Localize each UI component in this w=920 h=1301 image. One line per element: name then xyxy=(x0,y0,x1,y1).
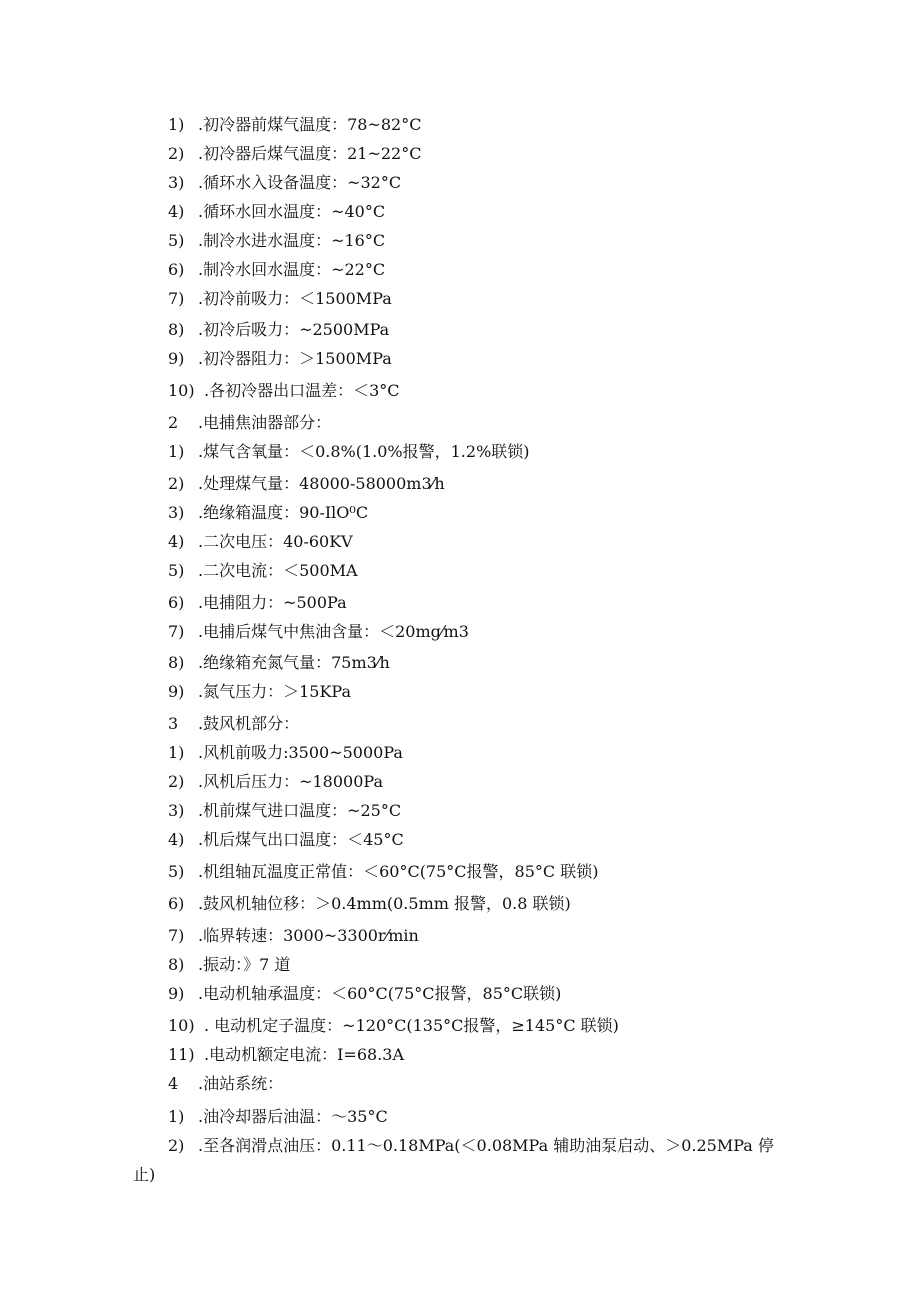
item-number: 9) xyxy=(168,984,185,1003)
list-item xyxy=(168,926,419,946)
list-item xyxy=(168,862,598,882)
item-number: 6) xyxy=(168,260,185,279)
section-title: .油站系统： xyxy=(198,1074,284,1093)
list-item xyxy=(168,1045,404,1065)
item-text: .制冷水回水温度：~22°C xyxy=(198,260,386,279)
item-text: .循环水入设备温度：~32°C xyxy=(198,173,402,192)
item-number: 7) xyxy=(168,622,185,641)
section-number: 2 xyxy=(168,413,179,432)
item-text: .风机后压力：~18000Pa xyxy=(198,772,383,791)
item-number: 5) xyxy=(168,231,185,250)
item-text: .电动机额定电流：I=68.3A xyxy=(204,1045,404,1064)
list-item xyxy=(168,830,404,850)
item-text: .机后煤气出口温度：＜45°C xyxy=(198,830,404,849)
item-number: 9) xyxy=(168,682,185,701)
item-number: 5) xyxy=(168,862,185,881)
list-item xyxy=(168,260,385,280)
list-item xyxy=(168,1107,388,1127)
list-item xyxy=(168,442,530,462)
list-item xyxy=(168,801,401,821)
item-number: 5) xyxy=(168,561,185,580)
item-text: .二次电流：＜500MA xyxy=(198,561,358,580)
item-text: .电捕阻力：~500Pa xyxy=(198,593,347,612)
list-item xyxy=(168,532,353,552)
list-item xyxy=(168,381,400,401)
item-number: 9) xyxy=(168,349,185,368)
item-number: 11) xyxy=(168,1045,195,1064)
list-item xyxy=(168,561,358,581)
section-heading xyxy=(168,1074,283,1094)
list-item xyxy=(168,289,392,309)
section-number: 3 xyxy=(168,714,179,733)
item-text: .电动机轴承温度：＜60°C(75°C报警，85°C联锁) xyxy=(198,984,562,1003)
list-item xyxy=(168,984,561,1004)
item-text: .初冷前吸力：＜1500MPa xyxy=(198,289,392,308)
item-text: .鼓风机轴位移：＞0.4mm(0.5mm 报警，0.8 联锁) xyxy=(198,894,571,913)
item-number: 7) xyxy=(168,926,185,945)
list-item xyxy=(168,743,403,763)
list-item xyxy=(168,144,421,164)
list-item xyxy=(168,1016,619,1036)
item-text: .氮气压力：＞15KPa xyxy=(198,682,351,701)
item-text: .油冷却器后油温：～35°C xyxy=(198,1107,388,1126)
item-number: 2) xyxy=(168,1136,185,1155)
list-item xyxy=(168,593,347,613)
item-text: .绝缘箱温度：90-IlO⁰C xyxy=(198,503,369,522)
item-text: .处理煤气量：48000-58000m3⁄h xyxy=(198,474,445,493)
list-item xyxy=(168,173,401,193)
section-title: .鼓风机部分： xyxy=(198,714,300,733)
item-text: .电捕后煤气中焦油含量：＜20mg⁄m3 xyxy=(198,622,469,641)
item-text: .制冷水进水温度：~16°C xyxy=(198,231,386,250)
list-item xyxy=(168,115,421,135)
item-text: .临界转速：3000~3300r⁄min xyxy=(198,926,419,945)
item-text: .风机前吸力:3500~5000Pa xyxy=(198,743,403,762)
item-number: 8) xyxy=(168,320,185,339)
item-number: 1) xyxy=(168,1107,185,1126)
item-text: .初冷后吸力：~2500MPa xyxy=(198,320,390,339)
item-text: .振动：》7 道 xyxy=(198,955,291,974)
list-item xyxy=(168,955,290,975)
list-item xyxy=(168,1136,774,1156)
section-number: 4 xyxy=(168,1074,179,1093)
item-number: 6) xyxy=(168,894,185,913)
item-number: 2) xyxy=(168,144,185,163)
list-item xyxy=(168,320,389,340)
item-number: 10) xyxy=(168,381,195,400)
item-number: 8) xyxy=(168,955,185,974)
item-number: 4) xyxy=(168,202,185,221)
item-number: 3) xyxy=(168,801,185,820)
item-number: 1) xyxy=(168,743,185,762)
section-title: .电捕焦油器部分： xyxy=(198,413,332,432)
item-text: .初冷器阻力：＞1500MPa xyxy=(198,349,392,368)
item-number: 6) xyxy=(168,593,185,612)
item-number: 3) xyxy=(168,173,185,192)
item-text: .绝缘箱充氮气量：75m3⁄h xyxy=(198,653,390,672)
item-number: 3) xyxy=(168,503,185,522)
list-item xyxy=(168,894,571,914)
item-text: .至各润滑点油压：0.11～0.18MPa(＜0.08MPa 辅助油泵启动、＞0.25MPa 停 xyxy=(198,1136,774,1155)
list-item xyxy=(168,474,445,494)
item-text: .煤气含氧量：＜0.8%(1.0%报警，1.2%联锁) xyxy=(198,442,530,461)
list-item xyxy=(168,622,469,642)
item-text: .初冷器后煤气温度：21~22°C xyxy=(198,144,422,163)
list-item xyxy=(168,772,383,792)
list-item xyxy=(168,349,392,369)
item-number: 4) xyxy=(168,830,185,849)
item-text: .各初冷器出口温差：＜3°C xyxy=(204,381,400,400)
item-number: 2) xyxy=(168,772,185,791)
item-number: 4) xyxy=(168,532,185,551)
list-item xyxy=(168,231,385,251)
item-text: .循环水回水温度：~40°C xyxy=(198,202,386,221)
item-text: . 电动机定子温度：~120°C(135°C报警，≥145°C 联锁) xyxy=(204,1016,619,1035)
section-heading xyxy=(168,413,331,433)
item-number: 7) xyxy=(168,289,185,308)
list-item xyxy=(168,202,385,222)
continuation-text: 止) xyxy=(133,1165,156,1184)
item-text: .机组轴瓦温度正常值：＜60°C(75°C报警，85°C 联锁) xyxy=(198,862,599,881)
list-item xyxy=(168,653,390,673)
item-number: 8) xyxy=(168,653,185,672)
item-number: 10) xyxy=(168,1016,195,1035)
item-text: .机前煤气进口温度：~25°C xyxy=(198,801,402,820)
list-item xyxy=(168,682,351,702)
item-number: 1) xyxy=(168,442,185,461)
list-item xyxy=(168,503,368,523)
section-heading xyxy=(168,714,299,734)
item-text: .初冷器前煤气温度：78~82°C xyxy=(198,115,422,134)
item-number: 1) xyxy=(168,115,185,134)
item-number: 2) xyxy=(168,474,185,493)
item-text: .二次电压：40-60KV xyxy=(198,532,353,551)
